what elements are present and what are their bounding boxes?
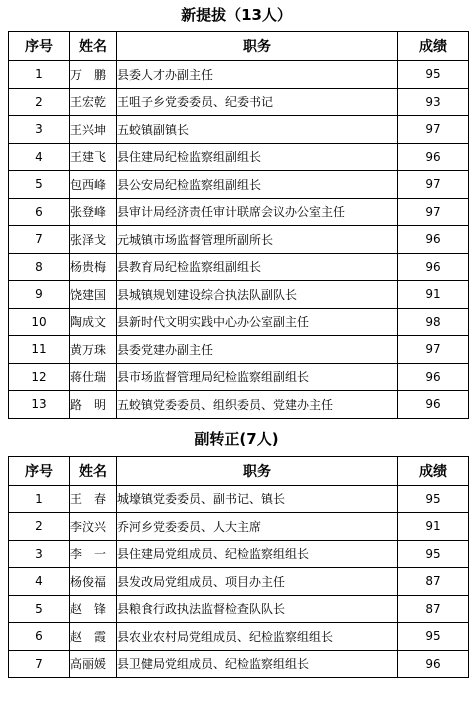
row-name: 高丽媛 (70, 650, 117, 678)
row-name: 张泽戈 (70, 226, 117, 254)
row-index: 5 (9, 171, 70, 199)
row-score: 97 (398, 198, 469, 226)
new-promotion-table (8, 31, 469, 419)
row-index: 1 (9, 61, 70, 89)
row-name: 杨俊福 (70, 568, 117, 596)
table-row (9, 568, 469, 596)
table-row (9, 513, 469, 541)
row-index: 3 (9, 116, 70, 144)
table-row (9, 623, 469, 651)
deputy-to-principal-rows (9, 485, 469, 678)
row-name: 赵 锋 (70, 595, 117, 623)
row-index: 1 (9, 485, 70, 513)
table-row (9, 61, 469, 89)
row-position: 县住建局党组成员、纪检监察组组长 (117, 540, 398, 568)
row-position: 县粮食行政执法监督检查队队长 (117, 595, 398, 623)
table-row (9, 253, 469, 281)
row-position: 王咀子乡党委委员、纪委书记 (117, 88, 398, 116)
table-row (9, 198, 469, 226)
row-position: 县新时代文明实践中心办公室副主任 (117, 308, 398, 336)
row-score: 95 (398, 623, 469, 651)
table-row (9, 171, 469, 199)
row-index: 13 (9, 391, 70, 419)
row-index: 3 (9, 540, 70, 568)
row-position: 县住建局纪检监察组副组长 (117, 143, 398, 171)
row-index: 5 (9, 595, 70, 623)
row-score: 87 (398, 595, 469, 623)
row-position: 城壕镇党委委员、副书记、镇长 (117, 485, 398, 513)
row-index: 4 (9, 143, 70, 171)
table-row (9, 143, 469, 171)
row-score: 91 (398, 513, 469, 541)
row-name: 黄万珠 (70, 336, 117, 364)
row-index: 9 (9, 281, 70, 309)
row-position: 五蛟镇党委委员、组织委员、党建办主任 (117, 391, 398, 419)
row-score: 97 (398, 336, 469, 364)
table-row (9, 336, 469, 364)
row-name: 王建飞 (70, 143, 117, 171)
row-name: 路 明 (70, 391, 117, 419)
table-row (9, 308, 469, 336)
row-score: 97 (398, 171, 469, 199)
header-position: 职务 (117, 32, 398, 61)
row-position: 县卫健局党组成员、纪检监察组组长 (117, 650, 398, 678)
row-score: 96 (398, 391, 469, 419)
row-score: 91 (398, 281, 469, 309)
header-score: 成绩 (398, 32, 469, 61)
table-row (9, 226, 469, 254)
header-score: 成绩 (398, 456, 469, 485)
row-name: 包西峰 (70, 171, 117, 199)
row-index: 7 (9, 226, 70, 254)
table-row (9, 363, 469, 391)
row-index: 2 (9, 513, 70, 541)
row-name: 蒋仕瑞 (70, 363, 117, 391)
table-row (9, 116, 469, 144)
table-row (9, 650, 469, 678)
row-index: 6 (9, 623, 70, 651)
row-position: 县市场监督管理局纪检监察组副组长 (117, 363, 398, 391)
row-score: 95 (398, 485, 469, 513)
row-score: 93 (398, 88, 469, 116)
row-position: 县委党建办副主任 (117, 336, 398, 364)
row-index: 4 (9, 568, 70, 596)
table-row (9, 281, 469, 309)
row-score: 96 (398, 226, 469, 254)
header-index: 序号 (9, 32, 70, 61)
row-position: 县委人才办副主任 (117, 61, 398, 89)
table-row (9, 391, 469, 419)
row-name: 李汶兴 (70, 513, 117, 541)
table-row (9, 540, 469, 568)
row-score: 96 (398, 143, 469, 171)
section-title-deputy-to-principal: 副转正(7人) (194, 429, 279, 448)
row-score: 96 (398, 650, 469, 678)
new-promotion-rows (9, 61, 469, 419)
row-name: 王 春 (70, 485, 117, 513)
row-position: 县发改局党组成员、项目办主任 (117, 568, 398, 596)
row-score: 95 (398, 61, 469, 89)
header-name: 姓名 (70, 456, 117, 485)
row-name: 陶成文 (70, 308, 117, 336)
table-row (9, 88, 469, 116)
row-position: 元城镇市场监督管理所副所长 (117, 226, 398, 254)
row-score: 96 (398, 363, 469, 391)
row-score: 95 (398, 540, 469, 568)
row-index: 10 (9, 308, 70, 336)
deputy-to-principal-table (8, 456, 469, 679)
row-position: 县教育局纪检监察组副组长 (117, 253, 398, 281)
row-score: 98 (398, 308, 469, 336)
row-name: 张登峰 (70, 198, 117, 226)
section-title-new-promotion: 新提拔（13人） (181, 6, 292, 24)
row-name: 王宏乾 (70, 88, 117, 116)
row-position: 乔河乡党委委员、人大主席 (117, 513, 398, 541)
row-position: 县公安局纪检监察组副组长 (117, 171, 398, 199)
header-name: 姓名 (70, 32, 117, 61)
row-index: 6 (9, 198, 70, 226)
row-index: 8 (9, 253, 70, 281)
row-index: 2 (9, 88, 70, 116)
table-header-row (9, 456, 469, 485)
row-position: 县城镇规划建设综合执法队副队长 (117, 281, 398, 309)
row-score: 96 (398, 253, 469, 281)
row-name: 杨贵梅 (70, 253, 117, 281)
header-index: 序号 (9, 456, 70, 485)
row-index: 12 (9, 363, 70, 391)
row-name: 饶建国 (70, 281, 117, 309)
row-position: 县审计局经济责任审计联席会议办公室主任 (117, 198, 398, 226)
header-position: 职务 (117, 456, 398, 485)
row-name: 赵 霞 (70, 623, 117, 651)
row-position: 五蛟镇副镇长 (117, 116, 398, 144)
row-index: 11 (9, 336, 70, 364)
row-score: 87 (398, 568, 469, 596)
table-row (9, 485, 469, 513)
row-name: 王兴坤 (70, 116, 117, 144)
row-index: 7 (9, 650, 70, 678)
table-header-row (9, 32, 469, 61)
row-position: 县农业农村局党组成员、纪检监察组组长 (117, 623, 398, 651)
row-score: 97 (398, 116, 469, 144)
row-name: 万 鹏 (70, 61, 117, 89)
table-row (9, 595, 469, 623)
row-name: 李 一 (70, 540, 117, 568)
